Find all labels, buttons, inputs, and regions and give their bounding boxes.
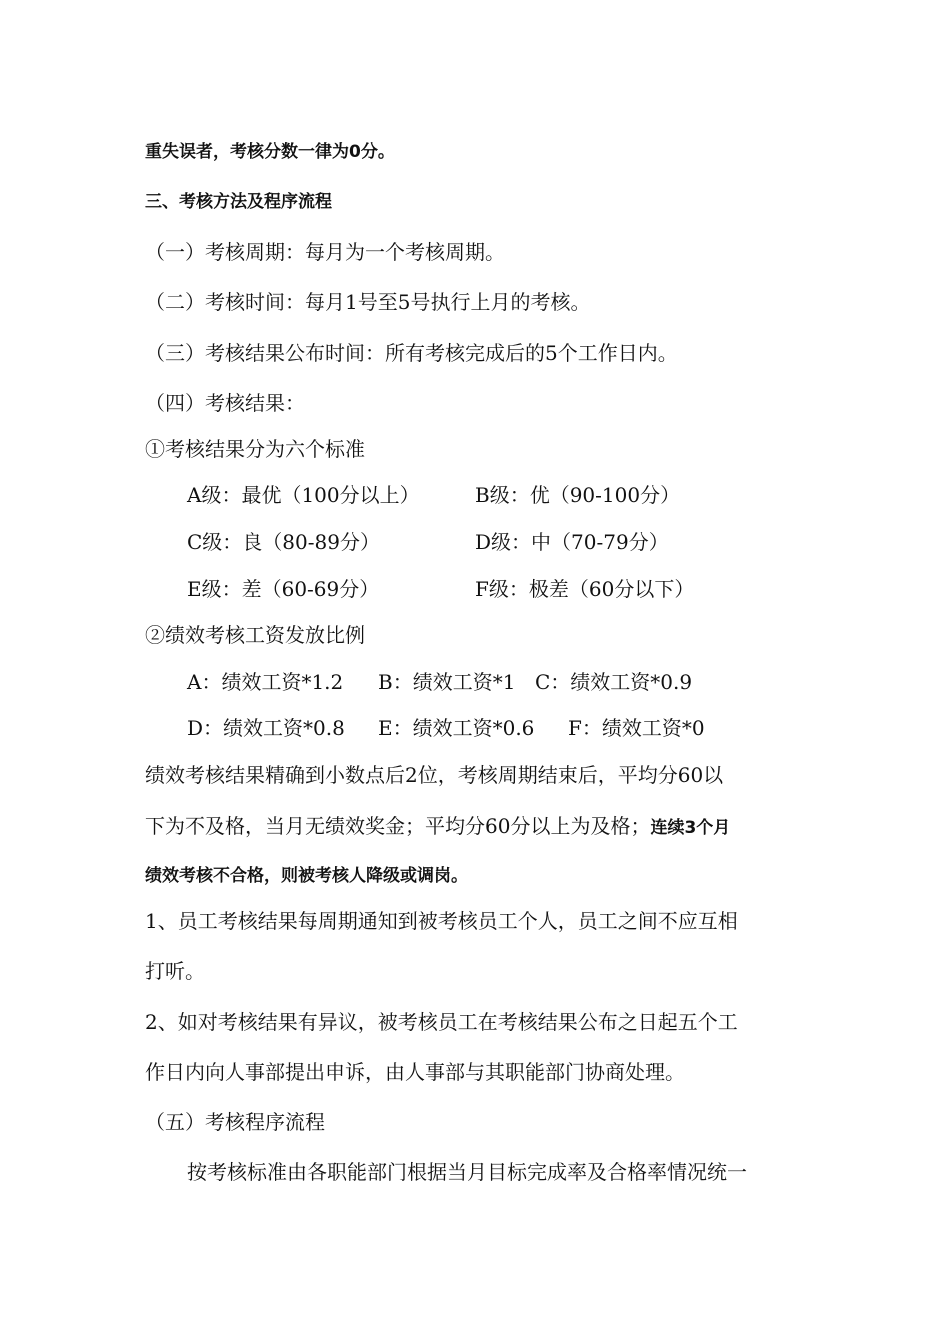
text-line: （四）考核结果： — [145, 391, 305, 415]
grade-c: C级：良（80-89分） — [187, 530, 380, 554]
text-line: 1、员工考核结果每周期通知到被考核员工个人，员工之间不应互相 — [145, 909, 738, 933]
text-line: （三）考核结果公布时间：所有考核完成后的5个工作日内。 — [145, 341, 678, 365]
text-line: ①考核结果分为六个标准 — [145, 437, 365, 461]
text-line: 重失误者，考核分数一律为0分。 — [145, 142, 395, 162]
text-line: 按考核标准由各职能部门根据当月目标完成率及合格率情况统一 — [187, 1160, 747, 1184]
text-line: （二）考核时间：每月1号至5号执行上月的考核。 — [145, 290, 591, 314]
grade-d: D级：中（70-79分） — [475, 530, 669, 554]
text-line: 绩效考核结果精确到小数点后2位，考核周期结束后，平均分60以 — [145, 763, 724, 787]
text-line: 绩效考核不合格，则被考核人降级或调岗。 — [145, 866, 468, 886]
ratio-e: E：绩效工资*0.6 — [378, 716, 535, 740]
bold-text-segment: 连续3个月 — [650, 818, 731, 838]
ratio-d: D：绩效工资*0.8 — [187, 716, 345, 740]
grade-f: F级：极差（60分以下） — [475, 577, 695, 601]
text-line: 2、如对考核结果有异议，被考核员工在考核结果公布之日起五个工 — [145, 1010, 738, 1034]
grade-e: E级：差（60-69分） — [187, 577, 380, 601]
ratio-b: B：绩效工资*1 — [378, 670, 516, 694]
text-line: （五）考核程序流程 — [145, 1110, 325, 1134]
section-heading: 三、考核方法及程序流程 — [145, 192, 332, 212]
ratio-a: A：绩效工资*1.2 — [187, 670, 344, 694]
ratio-c: C：绩效工资*0.9 — [535, 670, 693, 694]
text-segment: 下为不及格，当月无绩效奖金；平均分60分以上为及格； — [145, 814, 651, 838]
text-line — [145, 812, 815, 842]
text-line: ②绩效考核工资发放比例 — [145, 623, 365, 647]
text-line: 作日内向人事部提出申诉，由人事部与其职能部门协商处理。 — [145, 1060, 685, 1084]
text-line: 打听。 — [145, 959, 205, 983]
grade-a: A级：最优（100分以上） — [187, 483, 420, 507]
grade-b: B级：优（90-100分） — [475, 483, 681, 507]
text-line: （一）考核周期：每月为一个考核周期。 — [145, 240, 505, 264]
ratio-f: F：绩效工资*0 — [568, 716, 705, 740]
